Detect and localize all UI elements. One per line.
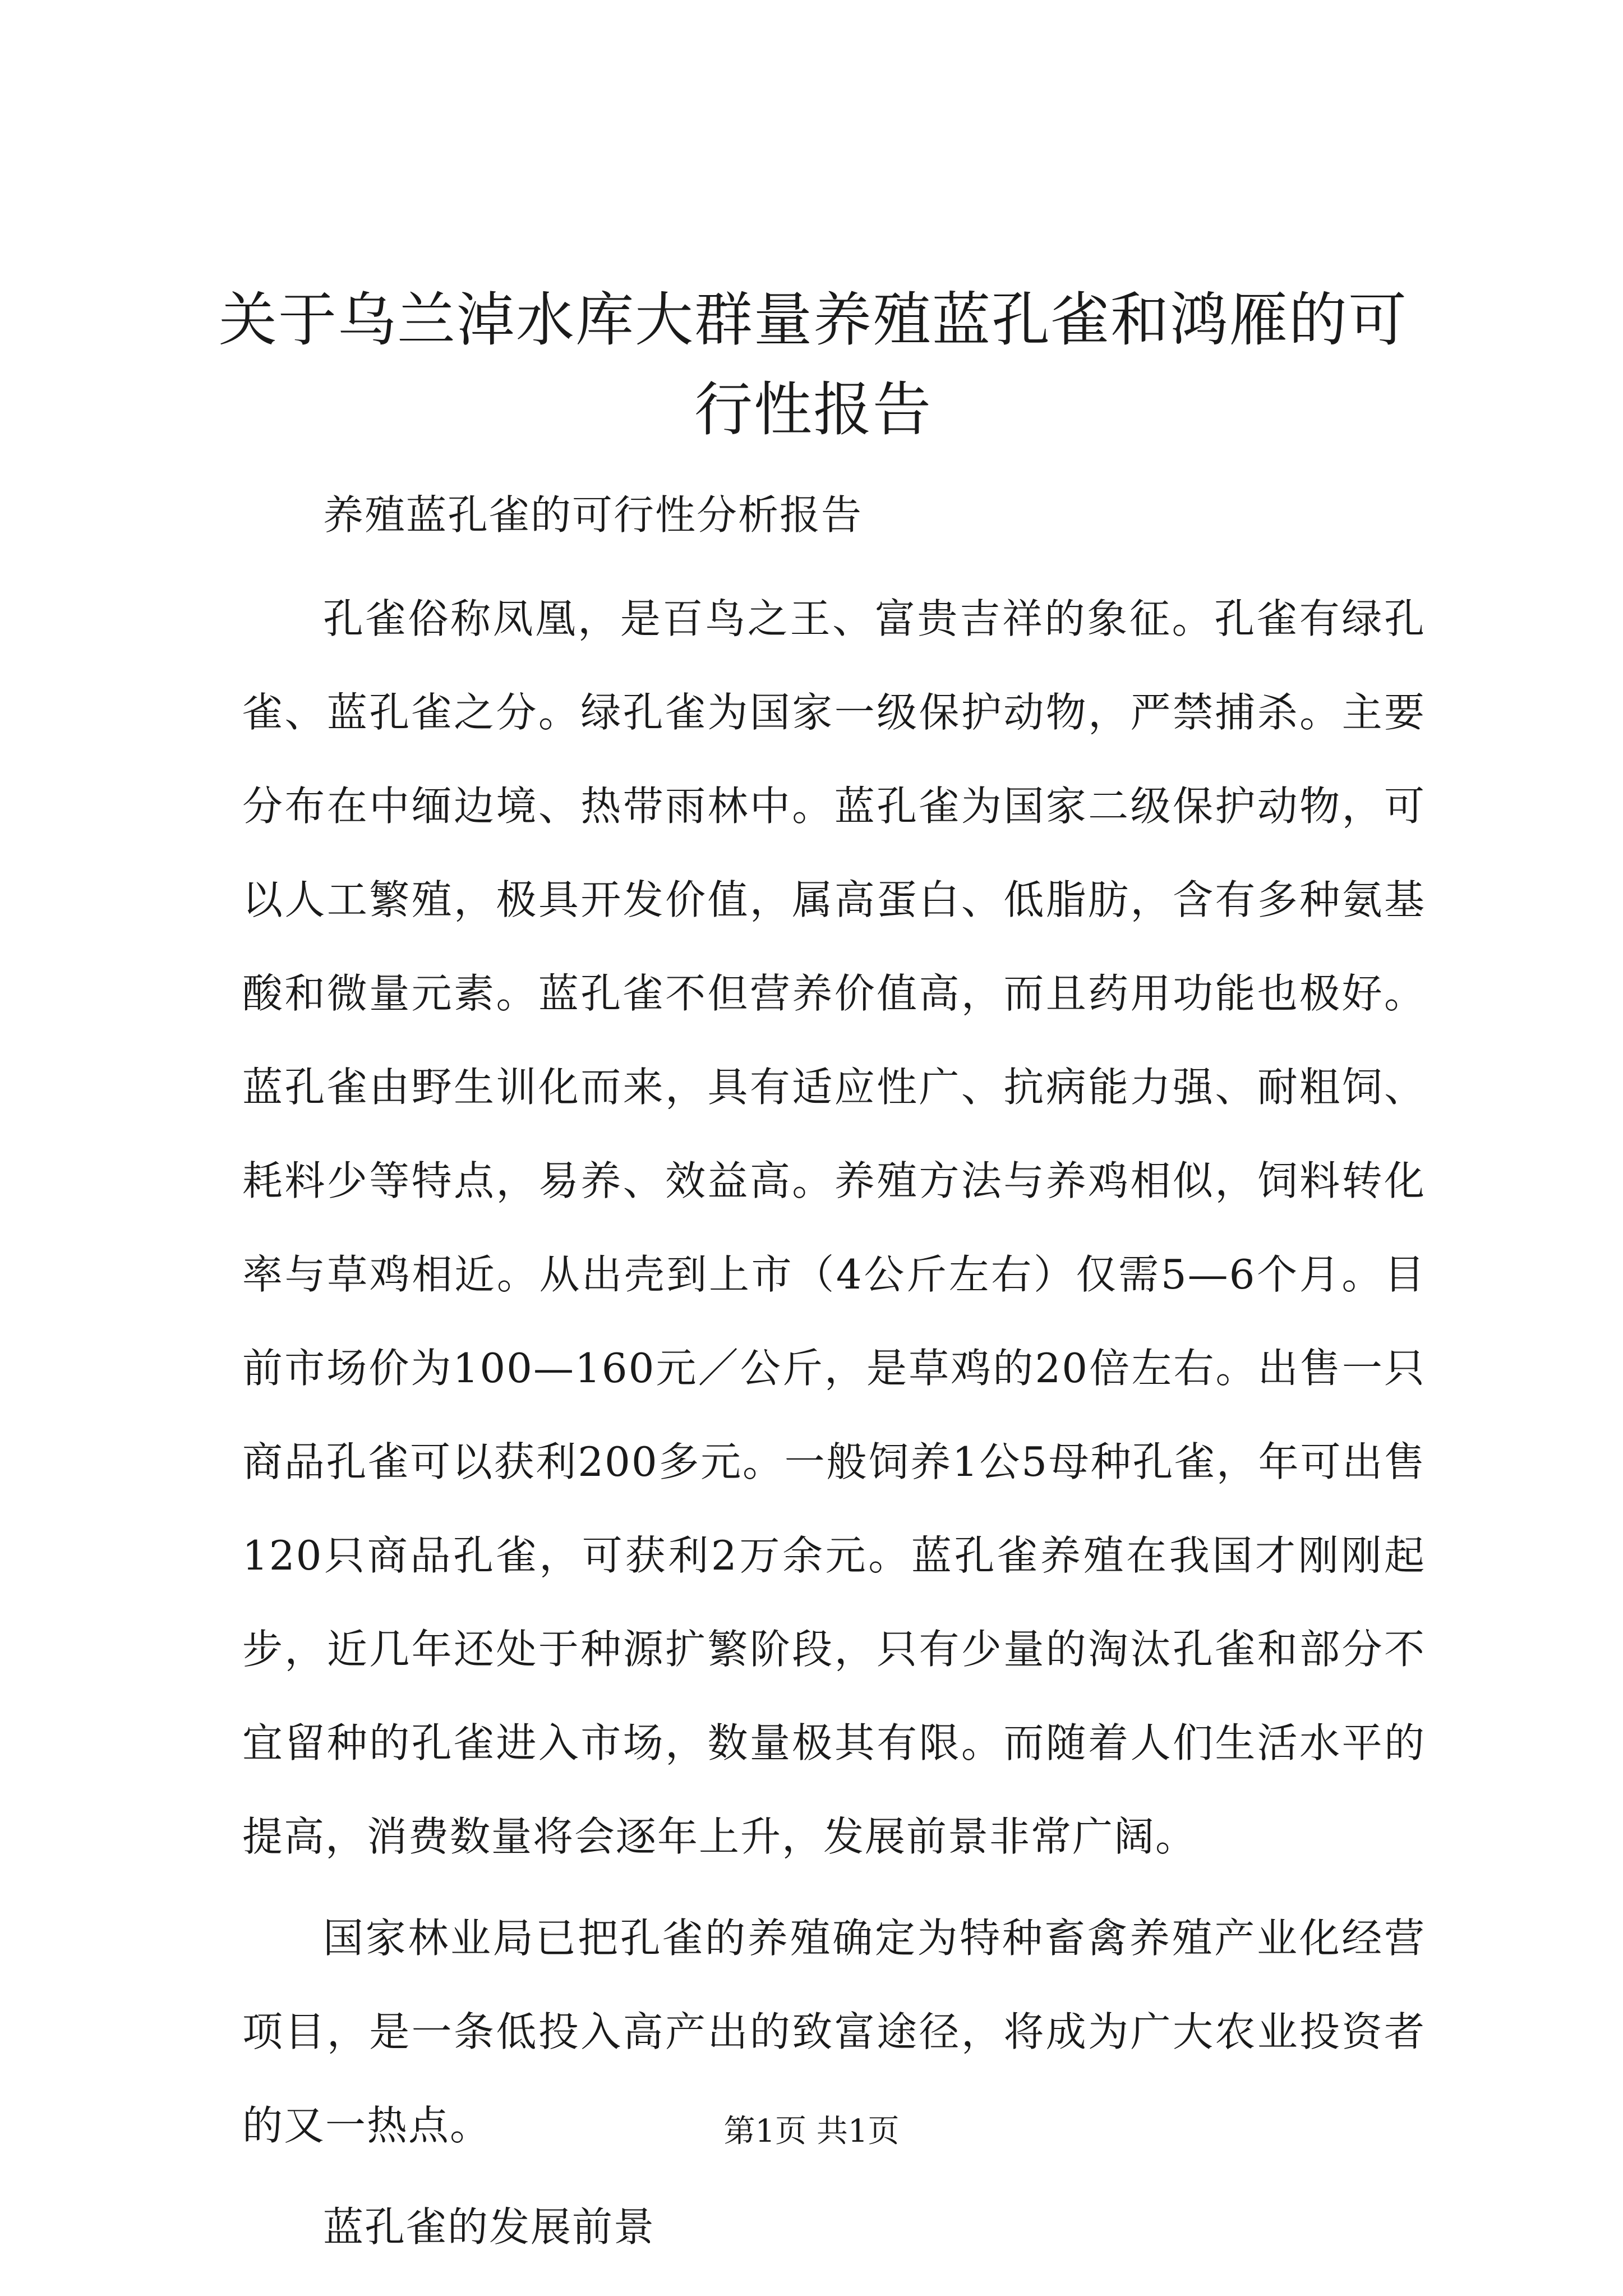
paragraph-forestry-bureau: 国家林业局已把孔雀的养殖确定为特种畜禽养殖产业化经营项目，是一条低投入高产出的致富途径，将成为广大农业投资者的又一热点。: [242, 1915, 1426, 2149]
paragraph-peacock-overview: 孔雀俗称凤凰，是百鸟之王、富贵吉祥的象征。孔雀有绿孔雀、蓝孔雀之分。绿孔雀为国家一级保护动物，严禁捕杀。主要分布在中缅边境、热带雨林中。蓝孔雀为国家二级保护动物，可以人工繁殖，极具开发价值，属高蛋白、低脂肪，含有多种氨基酸和微量元素。蓝孔雀不但营养价值高，而且药用功能也极好。蓝孔雀由野生训化而来，具有适应性广、抗病能力强、耐粗饲、耗料少等特点，易养、效益高。养殖方法与养鸡相似，饲料转化率与草鸡相近。从出壳到上市（4公斤左右）仅需5—6个月。目前市场价为100—160元／公斤，是草鸡的20倍左右。出售一只商品孔雀可以获利200多元。一般饲养1公5母种孔雀，年可出售120只商品孔雀，可获利2万余元。蓝孔雀养殖在我国才刚刚起步，近几年还处于种源扩繁阶段，只有少量的淘汰孔雀和部分不宜留种的孔雀进入市场，数量极其有限。而随着人们生活水平的提高，消费数量将会逐年上升，发展前景非常广阔。: [242, 595, 1426, 1860]
section-heading-feasibility: 养殖蓝孔雀的可行性分析报告: [323, 491, 863, 539]
page-footer: 第1页 共1页: [723, 2113, 900, 2150]
document-title: 关于乌兰淖水库大群量养殖蓝孔雀和鸿雁的可行性报告: [218, 286, 1408, 444]
section-heading-prospects: 蓝孔雀的发展前景: [323, 2203, 656, 2251]
document-body: [242, 468, 1426, 2274]
